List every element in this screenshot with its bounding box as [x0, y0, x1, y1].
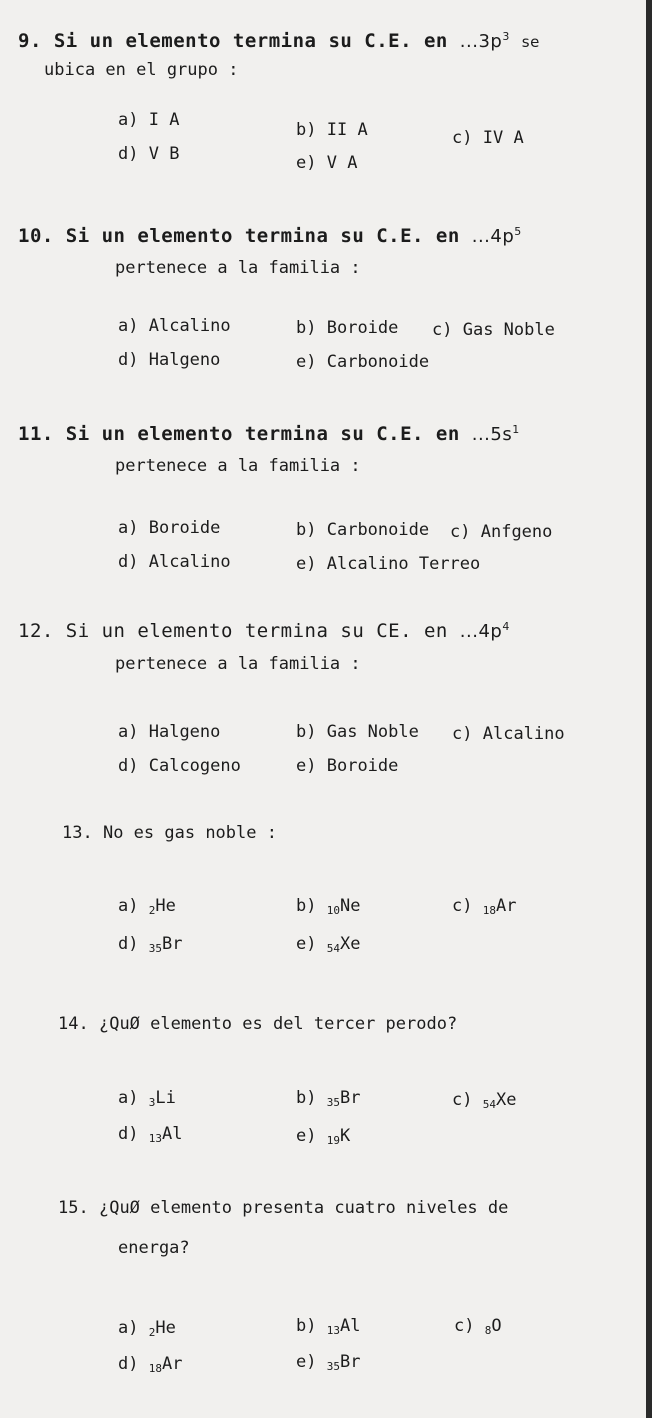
- question-text-tail: se: [521, 33, 540, 51]
- q13-option-e: e) 54Xe: [296, 934, 361, 955]
- question-text: Si un elemento termina su CE. en: [65, 620, 448, 642]
- question-text: ¿QuØ elemento presenta cuatro niveles de: [98, 1198, 509, 1218]
- q9-option-c: c) IV A: [452, 128, 524, 148]
- q9-option-b: b) II A: [296, 120, 368, 140]
- question-9-line2: ubica en el grupo :: [44, 60, 239, 80]
- q14-option-c: c) 54Xe: [452, 1090, 517, 1111]
- q13-option-c: c) 18Ar: [452, 896, 517, 917]
- question-number: 14.: [58, 1014, 89, 1034]
- question-text: No es gas noble :: [102, 823, 277, 843]
- q11-option-a: a) Boroide: [118, 518, 221, 538]
- q9-option-d: d) V B: [118, 144, 180, 164]
- question-number: 12.: [18, 620, 54, 642]
- question-number: 13.: [62, 823, 93, 843]
- q15-option-e: e) 35Br: [296, 1352, 361, 1373]
- question-text: Si un elemento termina su C.E. en: [65, 423, 460, 445]
- question-text: Si un elemento termina su C.E. en: [53, 30, 448, 52]
- q15-option-d: d) 18Ar: [118, 1354, 183, 1375]
- q11-option-e: e) Alcalino Terreo: [296, 554, 481, 574]
- question-text: ¿QuØ elemento es del tercer perodo?: [98, 1014, 458, 1034]
- electron-configuration: $...4p^5$: [471, 225, 522, 247]
- q13-option-b: b) 10Ne: [296, 896, 361, 917]
- q14-option-e: e) 19K: [296, 1126, 351, 1147]
- question-10-line2: pertenece a la familia :: [115, 258, 361, 278]
- q11-option-d: d) Alcalino: [118, 552, 231, 572]
- q14-option-a: a) 3Li: [118, 1088, 176, 1109]
- q12-option-b: b) Gas Noble: [296, 722, 419, 742]
- question-number: 10.: [18, 225, 54, 247]
- question-number: 9.: [18, 30, 42, 52]
- q15-option-b: b) 13Al: [296, 1316, 361, 1337]
- question-11-line1: [18, 423, 520, 445]
- q13-option-d: d) 35Br: [118, 934, 183, 955]
- question-11-line2: pertenece a la familia :: [115, 456, 361, 476]
- q14-option-d: d) 13Al: [118, 1124, 183, 1145]
- question-9-line1: [18, 30, 540, 52]
- q10-option-b: b) Boroide: [296, 318, 399, 338]
- q12-option-c: c) Alcalino: [452, 724, 565, 744]
- q12-option-d: d) Calcogeno: [118, 756, 241, 776]
- electron-configuration: $...4p^4$: [459, 620, 510, 642]
- question-text: Si un elemento termina su C.E. en: [65, 225, 460, 247]
- q11-option-c: c) Anfgeno: [450, 522, 553, 542]
- question-15-line2: energa?: [118, 1238, 190, 1258]
- question-12-line1: [18, 620, 510, 642]
- q12-option-a: a) Halgeno: [118, 722, 221, 742]
- question-number: 15.: [58, 1198, 89, 1218]
- page-edge-shadow: [646, 0, 652, 1418]
- question-number: 11.: [18, 423, 54, 445]
- q9-option-e: e) V A: [296, 153, 358, 173]
- electron-configuration: $...3p^3$: [459, 30, 510, 52]
- q14-option-b: b) 35Br: [296, 1088, 361, 1109]
- q13-option-a: a) 2He: [118, 896, 176, 917]
- question-13-line1: [62, 823, 277, 843]
- q15-option-a: a) 2He: [118, 1318, 176, 1339]
- q9-option-a: a) I A: [118, 110, 180, 130]
- question-10-line1: [18, 225, 522, 247]
- q10-option-a: a) Alcalino: [118, 316, 231, 336]
- question-14-line1: [58, 1014, 457, 1034]
- q11-option-b: b) Carbonoide: [296, 520, 430, 540]
- q15-option-c: c) 8O: [454, 1316, 502, 1337]
- q12-option-e: e) Boroide: [296, 756, 399, 776]
- q10-option-e: e) Carbonoide: [296, 352, 430, 372]
- q10-option-c: c) Gas Noble: [432, 320, 555, 340]
- q10-option-d: d) Halgeno: [118, 350, 221, 370]
- electron-configuration: $...5s^1$: [471, 423, 520, 445]
- question-12-line2: pertenece a la familia :: [115, 654, 361, 674]
- question-15-line1: [58, 1198, 508, 1218]
